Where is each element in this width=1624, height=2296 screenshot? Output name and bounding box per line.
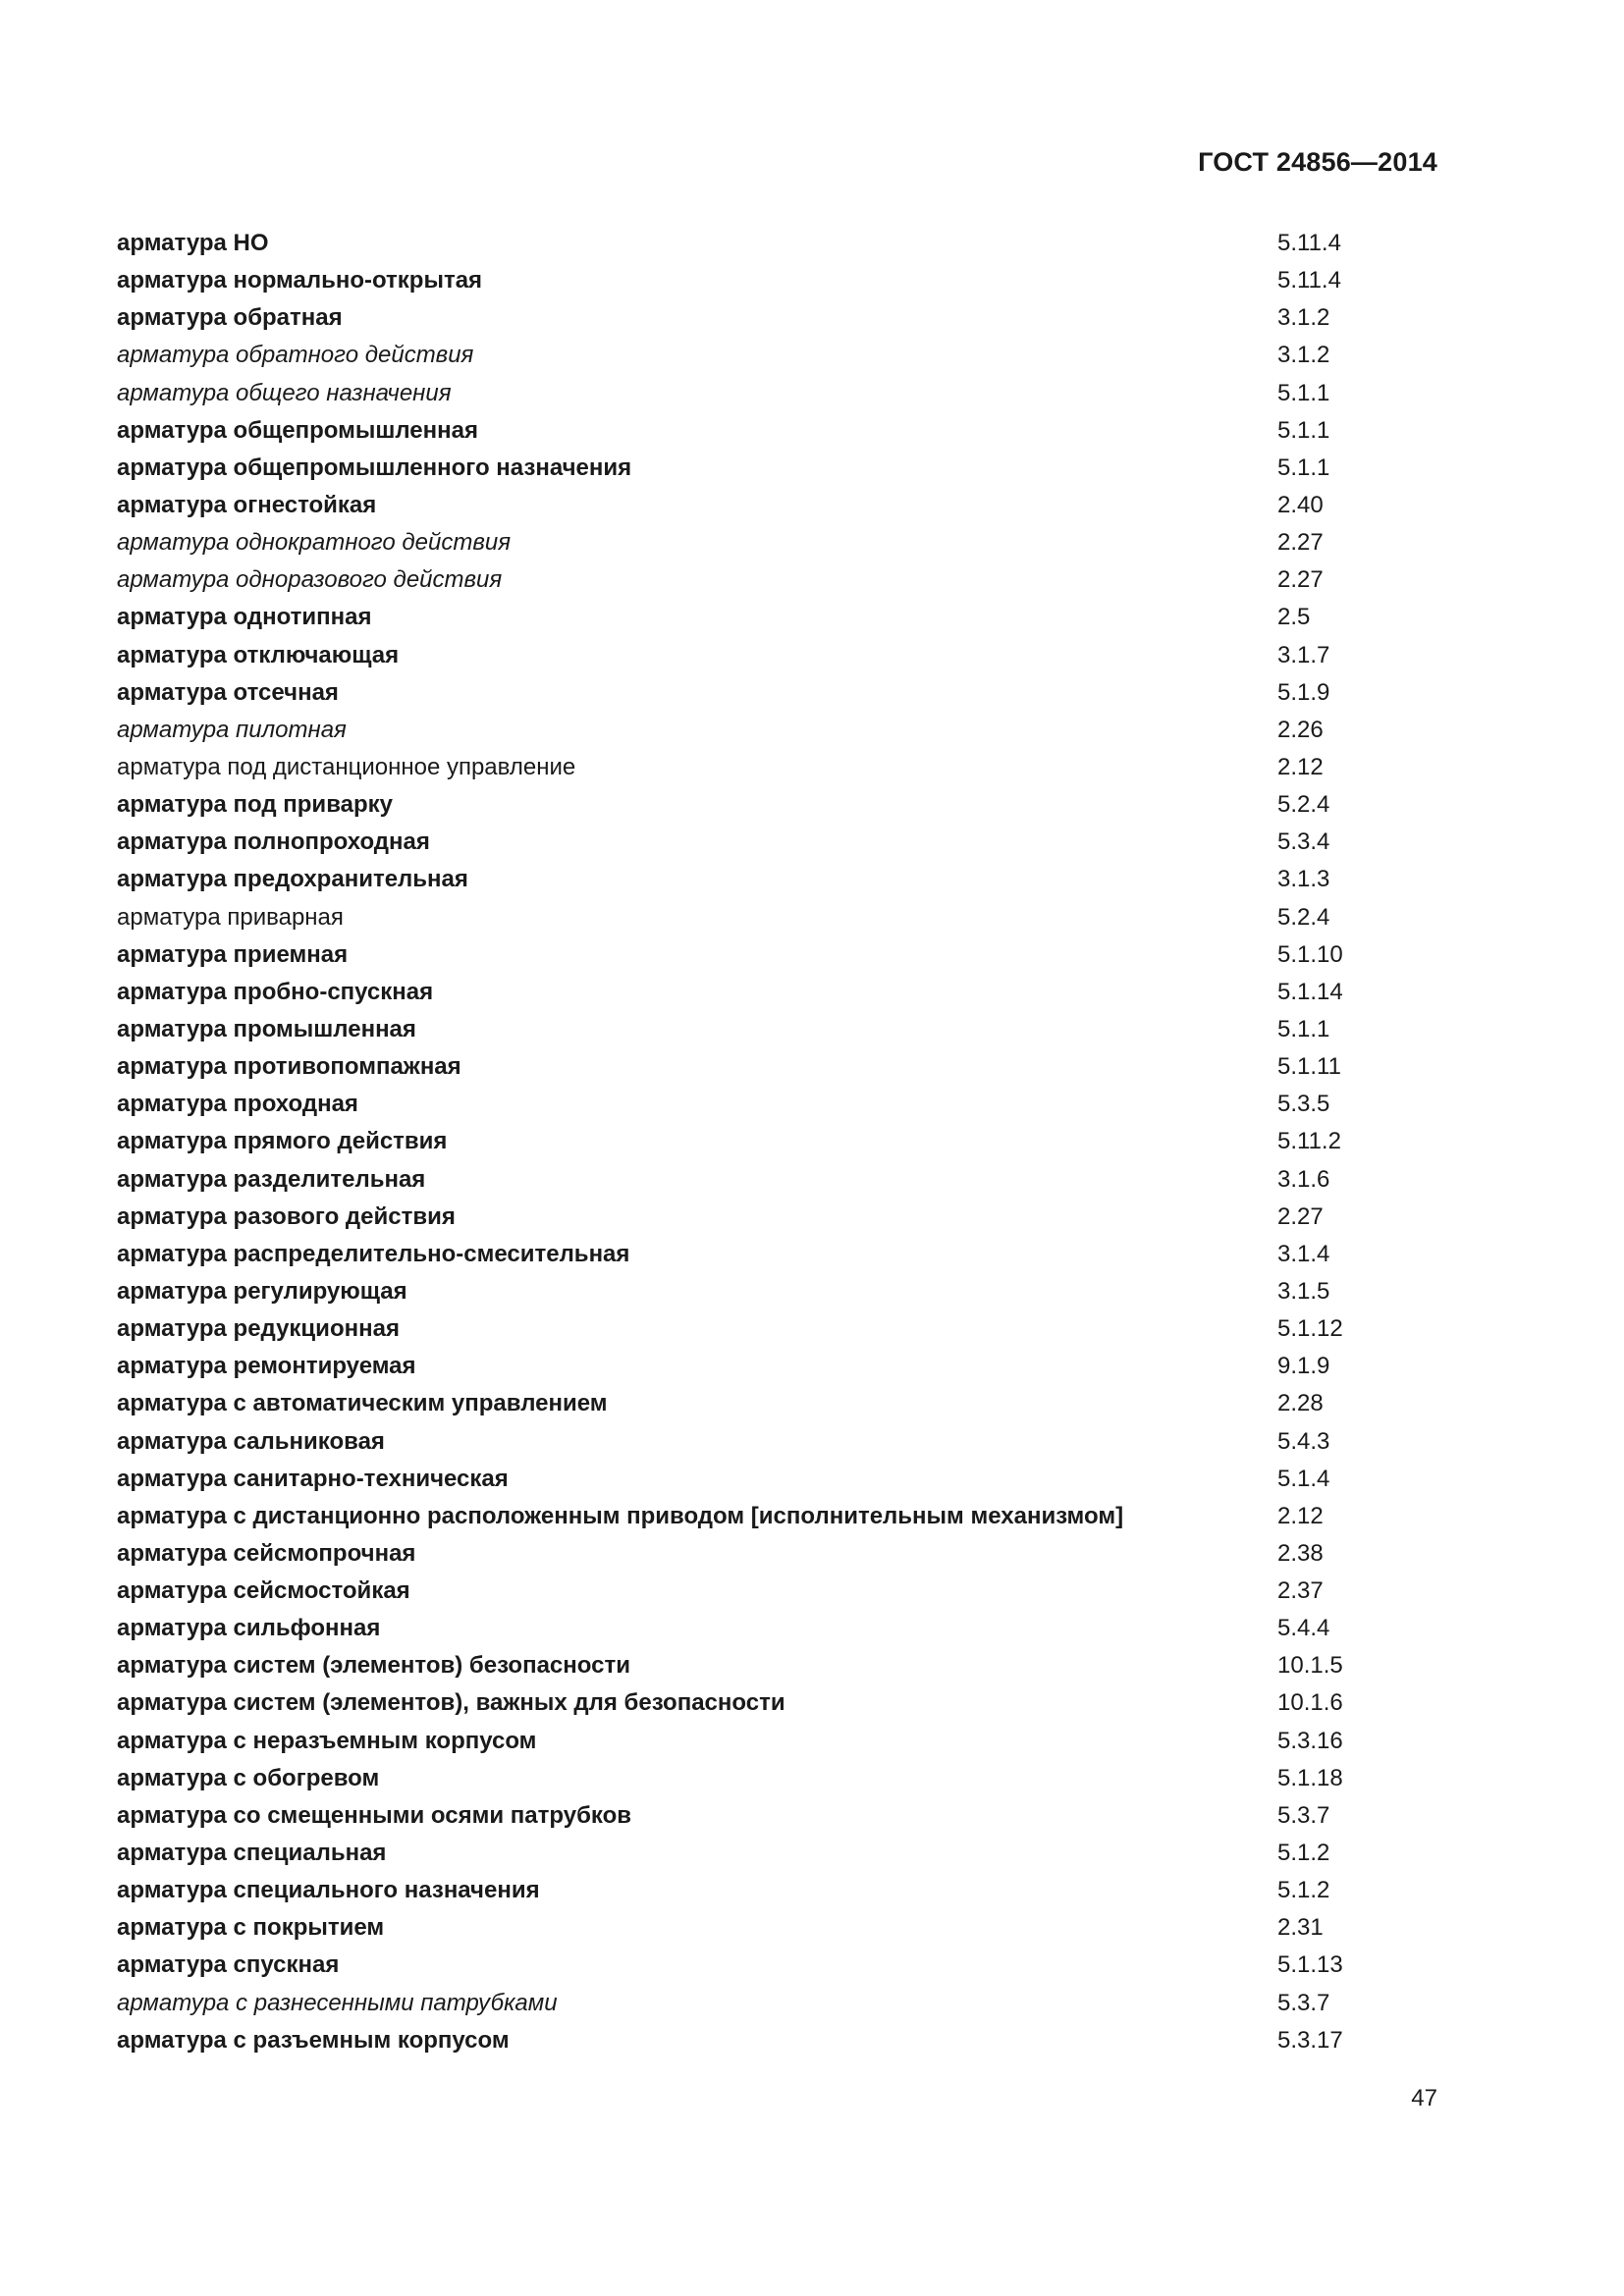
index-reference: 5.1.10: [1277, 940, 1343, 968]
index-entry: [117, 974, 1393, 1011]
index-entry: [117, 1573, 1393, 1610]
index-entry: [117, 1011, 1393, 1048]
index-entry: [117, 899, 1393, 936]
index-reference: 5.3.17: [1277, 2026, 1343, 2054]
index-term: арматура разделительная: [117, 1165, 426, 1193]
index-reference: 2.27: [1277, 1202, 1324, 1230]
index-entry: [117, 299, 1393, 337]
index-reference: 5.3.7: [1277, 1989, 1330, 2016]
page-number: 47: [1411, 2085, 1437, 2111]
index-term: арматура со смещенными осями патрубков: [117, 1801, 632, 1829]
index-term: арматура санитарно-техническая: [117, 1465, 509, 1492]
index-reference: 3.1.4: [1277, 1240, 1330, 1267]
index-entry: [117, 1348, 1393, 1385]
index-term: арматура редукционная: [117, 1315, 400, 1343]
index-term: арматура приемная: [117, 940, 349, 968]
index-term: арматура нормально-открытая: [117, 267, 483, 294]
index-entry: [117, 1872, 1393, 1909]
index-reference: 5.1.1: [1277, 379, 1330, 406]
index-term: арматура с неразъемным корпусом: [117, 1727, 537, 1754]
index-reference: 5.2.4: [1277, 903, 1330, 931]
index-reference: 5.3.4: [1277, 828, 1330, 856]
index-entry: [117, 337, 1393, 374]
index-reference: 5.1.2: [1277, 1877, 1330, 1904]
index-term: арматура с разнесенными патрубками: [117, 1989, 558, 2016]
index-reference: 5.1.1: [1277, 416, 1330, 444]
index-term: арматура с обогревом: [117, 1764, 380, 1791]
index-term: арматура прямого действия: [117, 1128, 448, 1155]
index-entry: [117, 637, 1393, 674]
index-entry: [117, 1423, 1393, 1461]
index-reference: 3.1.5: [1277, 1277, 1330, 1305]
index-reference: 2.31: [1277, 1914, 1324, 1942]
index-term: арматура полнопроходная: [117, 828, 430, 856]
index-reference: 10.1.6: [1277, 1689, 1343, 1717]
index-term: арматура под дистанционное управление: [117, 753, 576, 780]
index-reference: 2.5: [1277, 604, 1311, 631]
index-entry: [117, 561, 1393, 599]
index-term: арматура одноразового действия: [117, 566, 503, 594]
index-term: арматура систем (элементов), важных для безопасности: [117, 1689, 785, 1717]
index-term: арматура однотипная: [117, 604, 372, 631]
index-term: арматура сейсмостойкая: [117, 1577, 410, 1605]
index-term: арматура обратная: [117, 304, 343, 332]
index-entry: [117, 599, 1393, 636]
index-term: арматура отсечная: [117, 678, 339, 706]
index-term: арматура общепромышленного назначения: [117, 454, 632, 481]
index-reference: 2.40: [1277, 491, 1324, 518]
index-reference: 2.38: [1277, 1539, 1324, 1567]
index-entry: [117, 1161, 1393, 1199]
index-term: арматура сальниковая: [117, 1427, 385, 1455]
index-entry: [117, 861, 1393, 898]
index-term: арматура спускная: [117, 1951, 340, 1979]
index-reference: 3.1.7: [1277, 641, 1330, 668]
index-reference: 5.1.13: [1277, 1951, 1343, 1979]
index-reference: 5.3.16: [1277, 1727, 1343, 1754]
index-reference: 2.28: [1277, 1390, 1324, 1417]
index-term: арматура специального назначения: [117, 1877, 540, 1904]
index-reference: 5.1.12: [1277, 1315, 1343, 1343]
index-reference: 2.26: [1277, 716, 1324, 743]
index-entry: [117, 450, 1393, 487]
index-reference: 5.1.11: [1277, 1053, 1341, 1081]
index-entry: [117, 1684, 1393, 1722]
index-reference: 5.3.5: [1277, 1091, 1330, 1118]
index-entry: [117, 487, 1393, 524]
index-reference: 5.1.1: [1277, 454, 1330, 481]
index-entry: [117, 824, 1393, 861]
index-entry: [117, 1199, 1393, 1236]
index-reference: 10.1.5: [1277, 1652, 1343, 1680]
index-reference: 3.1.6: [1277, 1165, 1330, 1193]
index-term: арматура разового действия: [117, 1202, 456, 1230]
index-term: арматура общепромышленная: [117, 416, 478, 444]
index-entry: [117, 2022, 1393, 2059]
term-index-list: [117, 225, 1393, 2059]
index-reference: 2.27: [1277, 566, 1324, 594]
index-term: арматура с разъемным корпусом: [117, 2026, 510, 2054]
index-reference: 5.11.2: [1277, 1128, 1341, 1155]
index-term: арматура под приварку: [117, 791, 393, 819]
index-entry: [117, 375, 1393, 412]
index-entry: [117, 1535, 1393, 1573]
index-term: арматура предохранительная: [117, 866, 468, 893]
index-entry: [117, 225, 1393, 262]
index-reference: 5.1.1: [1277, 1015, 1330, 1042]
index-reference: 5.2.4: [1277, 791, 1330, 819]
index-reference: 3.1.2: [1277, 342, 1330, 369]
index-entry: [117, 1909, 1393, 1947]
index-term: арматура с дистанционно расположенным приводом [исполнительным механизмом]: [117, 1502, 1124, 1529]
index-entry: [117, 1610, 1393, 1647]
index-term: арматура отключающая: [117, 641, 400, 668]
index-entry: [117, 1048, 1393, 1086]
index-term: арматура пилотная: [117, 716, 347, 743]
index-term: арматура проходная: [117, 1091, 358, 1118]
index-reference: 5.4.4: [1277, 1615, 1330, 1642]
index-term: арматура распределительно-смесительная: [117, 1240, 630, 1267]
index-entry: [117, 749, 1393, 786]
index-entry: [117, 1723, 1393, 1760]
index-entry: [117, 262, 1393, 299]
index-term: арматура однократного действия: [117, 529, 512, 557]
index-entry: [117, 712, 1393, 749]
index-term: арматура НО: [117, 230, 269, 256]
index-reference: 3.1.2: [1277, 304, 1330, 332]
index-reference: 2.12: [1277, 1502, 1324, 1529]
index-reference: 2.37: [1277, 1577, 1324, 1605]
index-reference: 5.1.14: [1277, 978, 1343, 1005]
index-reference: 5.3.7: [1277, 1801, 1330, 1829]
index-reference: 5.1.18: [1277, 1764, 1343, 1791]
index-entry: [117, 1273, 1393, 1310]
index-reference: 9.1.9: [1277, 1353, 1330, 1380]
index-term: арматура обратного действия: [117, 342, 474, 369]
index-term: арматура систем (элементов) безопасности: [117, 1652, 630, 1680]
index-term: арматура с автоматическим управлением: [117, 1390, 608, 1417]
index-reference: 2.27: [1277, 529, 1324, 557]
index-term: арматура огнестойкая: [117, 491, 377, 518]
index-entry: [117, 1835, 1393, 1872]
index-term: арматура общего назначения: [117, 379, 452, 406]
index-term: арматура регулирующая: [117, 1277, 407, 1305]
index-entry: [117, 1123, 1393, 1160]
index-reference: 5.1.2: [1277, 1840, 1330, 1867]
index-term: арматура промышленная: [117, 1015, 416, 1042]
index-entry: [117, 1797, 1393, 1835]
index-reference: 5.11.4: [1277, 230, 1341, 256]
index-entry: [117, 1385, 1393, 1422]
index-term: арматура специальная: [117, 1840, 387, 1867]
index-term: арматура приварная: [117, 903, 344, 931]
index-reference: 3.1.3: [1277, 866, 1330, 893]
index-entry: [117, 1498, 1393, 1535]
index-term: арматура сильфонная: [117, 1615, 381, 1642]
index-entry: [117, 1760, 1393, 1797]
index-entry: [117, 1647, 1393, 1684]
index-reference: 5.1.9: [1277, 678, 1330, 706]
index-term: арматура сейсмопрочная: [117, 1539, 416, 1567]
index-entry: [117, 1947, 1393, 1984]
document-code-header: ГОСТ 24856—2014: [1198, 147, 1437, 177]
index-entry: [117, 786, 1393, 824]
index-entry: [117, 1236, 1393, 1273]
index-reference: 5.1.4: [1277, 1465, 1330, 1492]
index-reference: 2.12: [1277, 753, 1324, 780]
index-reference: 5.4.3: [1277, 1427, 1330, 1455]
index-entry: [117, 412, 1393, 450]
index-term: арматура пробно-спускная: [117, 978, 434, 1005]
index-reference: 5.11.4: [1277, 267, 1341, 294]
index-entry: [117, 936, 1393, 974]
index-entry: [117, 1086, 1393, 1123]
index-term: арматура противопомпажная: [117, 1053, 461, 1081]
index-entry: [117, 524, 1393, 561]
index-entry: [117, 1310, 1393, 1348]
index-term: арматура ремонтируемая: [117, 1353, 416, 1380]
index-term: арматура с покрытием: [117, 1914, 385, 1942]
index-entry: [117, 1985, 1393, 2022]
index-entry: [117, 674, 1393, 712]
index-entry: [117, 1461, 1393, 1498]
